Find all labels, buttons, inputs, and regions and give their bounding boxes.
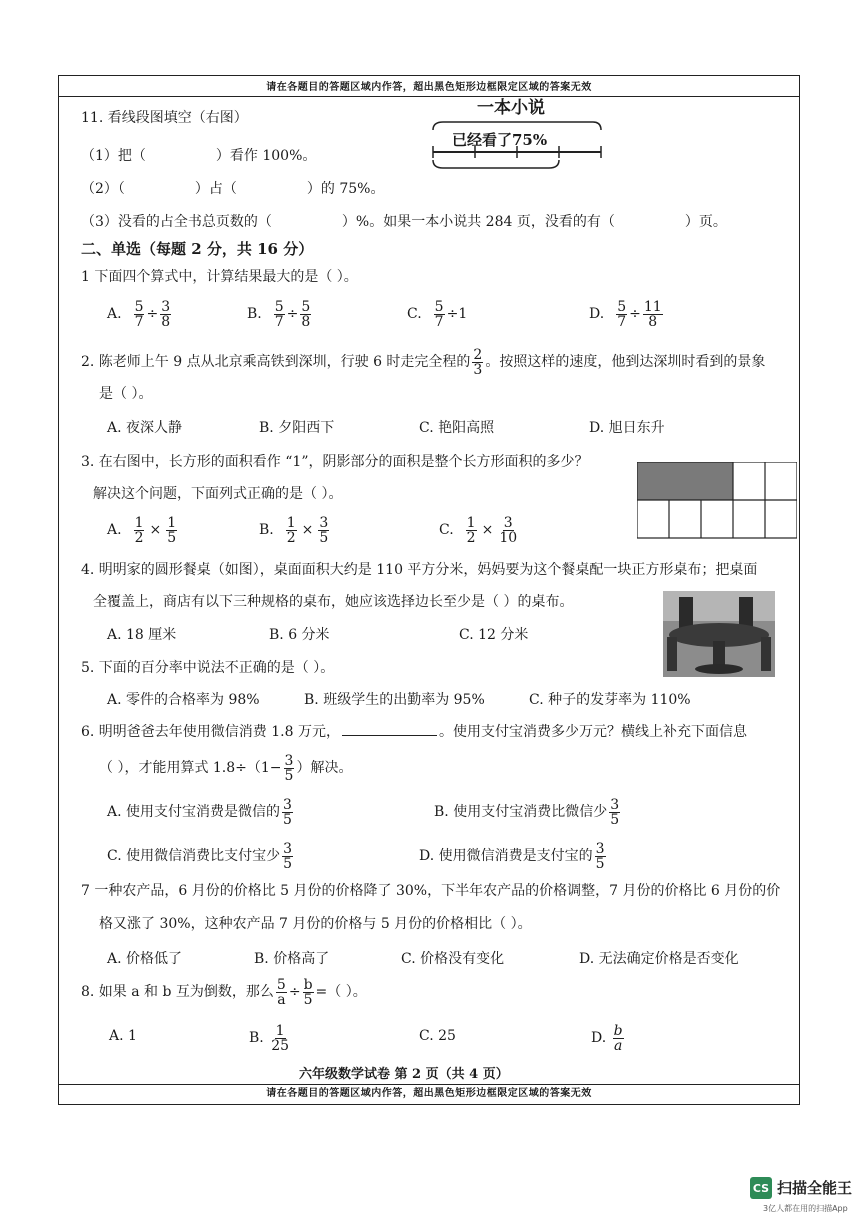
bottom-divider [59, 1084, 799, 1085]
q5-option-c: C. 种子的发芽率为 110% [529, 692, 691, 708]
q7-option-b: B. 价格高了 [254, 951, 330, 967]
q5-option-b: B. 班级学生的出勤率为 95% [304, 692, 485, 708]
q8-fraction-2: $\frac{b}{5}$ [303, 976, 313, 1008]
q6-option-c: C. 使用微信消费比支付宝少 $\frac{3}{5}$ [107, 840, 293, 872]
q1-option-a: A. $\frac{5}{7}$ ÷ $\frac{3}{8}$ [107, 298, 171, 330]
q2-stem: 2. 陈老师上午 9 点从北京乘高铁到深圳，行驶 6 时走完全程的 $\frac{2}{3}$ 。按照这样的速度，他到达深圳时看到的景象 [81, 346, 766, 378]
q7-stem-cont: 格又涨了 30%，这种农产品 7 月份的价格与 5 月份的价格相比（ ）。 [99, 916, 532, 932]
camscanner-name: 扫描全能王 [777, 1179, 853, 1197]
q6-option-d: D. 使用微信消费是支付宝的 $\frac{3}{5}$ [419, 840, 605, 872]
q6-stem-cont: （ ），才能用算式 1.8÷（1− $\frac{3}{5}$ ）解决。 [99, 752, 353, 784]
exam-sheet [58, 75, 800, 1105]
q1-option-b: B. $\frac{5}{7}$ ÷ $\frac{5}{8}$ [247, 298, 311, 330]
diagram-title: 一本小说 [477, 98, 545, 118]
q3-option-b: B. $\frac{1}{2}$ × $\frac{3}{5}$ [259, 514, 329, 546]
q6-fraction: $\frac{3}{5}$ [284, 752, 294, 784]
q8-option-d: D. $\frac{b}{a}$ [591, 1022, 623, 1054]
top-divider [59, 96, 799, 97]
q5-option-a: A. 零件的合格率为 98% [107, 692, 260, 708]
q4-stem: 4. 明明家的圆形餐桌（如图），桌面面积大约是 110 平方分米，妈妈要为这个餐桌配一块正方形桌布；把桌面 [81, 562, 758, 578]
q4-option-c: C. 12 分米 [459, 627, 529, 643]
q1-option-c: C. $\frac{5}{7}$ ÷1 [407, 298, 468, 330]
q7-option-d: D. 无法确定价格是否变化 [579, 951, 739, 967]
q1-option-d: D. $\frac{5}{7}$ ÷ $\frac{11}{8}$ [589, 298, 662, 330]
q2-stem-cont: 是（ ）。 [99, 386, 153, 402]
q6-option-a: A. 使用支付宝消费是微信的 $\frac{3}{5}$ [107, 796, 292, 828]
q2-option-d: D. 旭日东升 [589, 420, 665, 436]
q8-option-b: B. $\frac{1}{25}$ [249, 1022, 290, 1054]
q3-stem-cont: 解决这个问题，下面列式正确的是（ ）。 [93, 486, 343, 502]
q8-stem: 8. 如果 a 和 b 互为倒数，那么 $\frac{5}{a}$ ÷ $\frac{b}{5}$ =（ ）。 [81, 976, 367, 1008]
q7-option-c: C. 价格没有变化 [401, 951, 505, 967]
q2-option-b: B. 夕阳西下 [259, 420, 335, 436]
page-footer: 六年级数学试卷 第 2 页（共 4 页） [299, 1067, 509, 1082]
rectangle-grid-figure [637, 462, 797, 540]
q6-option-b: B. 使用支付宝消费比微信少 $\frac{3}{5}$ [434, 796, 620, 828]
q2-fraction: $\frac{2}{3}$ [473, 346, 483, 378]
q11-part2: （2）（ ）占（ ）的 75%。 [81, 181, 385, 197]
bottom-banner: 请在各题目的答题区域内作答，超出黑色矩形边框限定区域的答案无效 [266, 1088, 592, 1099]
q11-part1: （1）把（ ）看作 100%。 [81, 148, 317, 164]
q2-option-a: A. 夜深人静 [107, 420, 183, 436]
diagram-label: 已经看了75% [452, 131, 548, 149]
q6-stem: 6. 明明爸爸去年使用微信消费 1.8 万元， 。使用支付宝消费多少万元？横线上补充下面信息 [81, 724, 747, 740]
q7-option-a: A. 价格低了 [107, 951, 183, 967]
q11-part3: （3）没看的占全书总页数的（ ）%。如果一本小说共 284 页，没看的有（ ）页。 [81, 214, 727, 230]
q4-stem-cont: 全覆盖上，商店有以下三种规格的桌布，她应该选择边长至少是（ ）的桌布。 [93, 594, 574, 610]
camscanner-tagline: 3亿人都在用的扫描App [763, 1204, 848, 1213]
q4-option-a: A. 18 厘米 [107, 627, 177, 643]
q7-stem: 7 一种农产品，6 月份的价格比 5 月份的价格降了 30%，下半年农产品的价格调整，7 月份的价格比 6 月份的价 [81, 883, 781, 899]
q5-stem: 5. 下面的百分率中说法不正确的是（ ）。 [81, 660, 335, 676]
section-heading: 二、单选（每题 2 分，共 16 分） [81, 240, 314, 258]
q11-stem: 11. 看线段图填空（右图） [81, 110, 248, 126]
top-banner: 请在各题目的答题区域内作答，超出黑色矩形边框限定区域的答案无效 [266, 82, 592, 93]
q8-option-a: A. 1 [109, 1028, 137, 1044]
q3-option-a: A. $\frac{1}{2}$ × $\frac{1}{5}$ [107, 514, 177, 546]
q4-option-b: B. 6 分米 [269, 627, 330, 643]
q3-option-c: C. $\frac{1}{2}$ × $\frac{3}{10}$ [439, 514, 518, 546]
q8-fraction-1: $\frac{5}{a}$ [276, 976, 286, 1008]
round-table-photo [663, 591, 775, 677]
q8-option-c: C. 25 [419, 1028, 456, 1044]
q2-option-c: C. 艳阳高照 [419, 420, 495, 436]
camscanner-logo-icon: CS [750, 1177, 772, 1199]
q1-stem: 1 下面四个算式中，计算结果最大的是（ ）。 [81, 269, 358, 285]
q3-stem: 3. 在右图中，长方形的面积看作 “1”，阴影部分的面积是整个长方形面积的多少？ [81, 454, 589, 470]
